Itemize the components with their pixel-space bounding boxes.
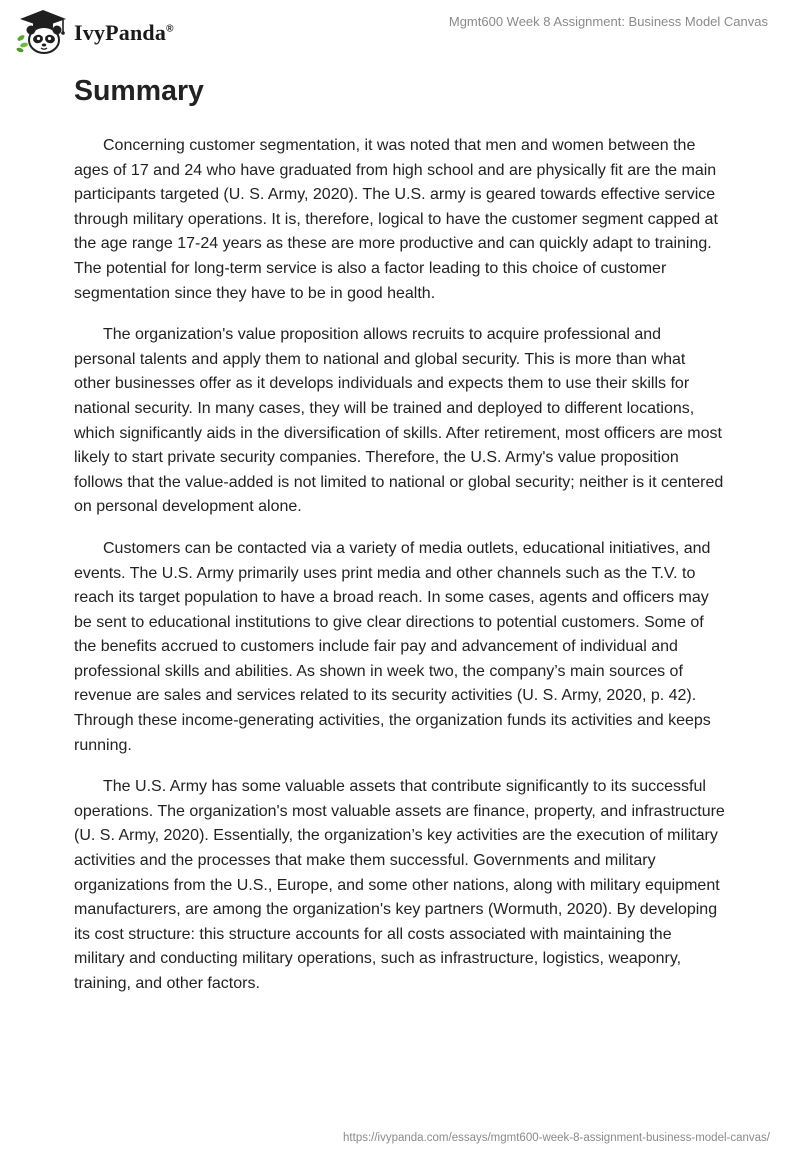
brand-name: IvyPanda®: [74, 20, 174, 45]
panda-graduate-icon: [14, 8, 72, 56]
section-heading: Summary: [74, 75, 204, 107]
page-header: [0, 0, 800, 64]
source-url[interactable]: https://ivypanda.com/essays/mgmt600-week-8-assignment-business-model-canvas/: [343, 1132, 770, 1144]
paragraph-customer-segmentation: Concerning customer segmentation, it was noted that men and women between the ages of 17 and 24 who have graduated from high school and are physically fit are the main participants targeted (U. S. Army, 2020). The U.S. army is geared towards effective service through military operations. It is, therefore, logical to have the customer segment capped at the age range 17-24 years as these are more productive and can quickly adapt to training. The potential for long-term service is also a factor leading to this choice of customer segmentation since they have to be in good health.: [74, 137, 718, 302]
paragraph-key-resources: The U.S. Army has some valuable assets that contribute significantly to its successful operations. The organization's most valuable assets are finance, property, and infrastructure (U. S. Army, 2020). Essentially, the organization’s key activities are the execution of military activities and the processes that make them successful. Governments and military organizations from the U.S., Europe, and some other nations, along with military equipment manufacturers, are among the organization's key partners (Wormuth, 2020). By developing its cost structure: this structure accounts for all costs associated with maintaining the military and conducting military operations, such as infrastructure, logistics, weaponry, training, and other factors.: [74, 778, 725, 992]
document-title: Mgmt600 Week 8 Assignment: Business Model Canvas: [448, 14, 768, 29]
ivypanda-logo[interactable]: [14, 8, 174, 56]
article-body: [74, 74, 726, 1014]
paragraph-value-proposition: The organization's value proposition allows recruits to acquire professional and personal talents and apply them to national and global security. This is more than what other businesses offer as it develops individuals and expects them to use their skills for national security. In many cases, they will be trained and deployed to different locations, which significantly aids in the diversification of skills. After retirement, most officers are most likely to start private security companies. Therefore, the U.S. Army's value proposition follows that the value-added is not limited to national or global security; neither is it centered on personal development alone.: [74, 326, 724, 516]
registered-mark: ®: [166, 23, 174, 35]
paragraph-channels: Customers can be contacted via a variety of media outlets, educational initiatives, and events. The U.S. Army primarily uses print media and other channels such as the T.V. to reach its target population to have a broad reach. In some cases, agents and officers may be sent to educational institutions to give clear directions to potential customers. Some of the benefits accrued to customers include fair pay and advancement of individual and professional skills and abilities. As shown in week two, the company’s main sources of revenue are sales and services related to its security activities (U. S. Army, 2020, p. 42). Through these income-generating activities, the organization funds its activities and keeps running.: [74, 539, 711, 754]
